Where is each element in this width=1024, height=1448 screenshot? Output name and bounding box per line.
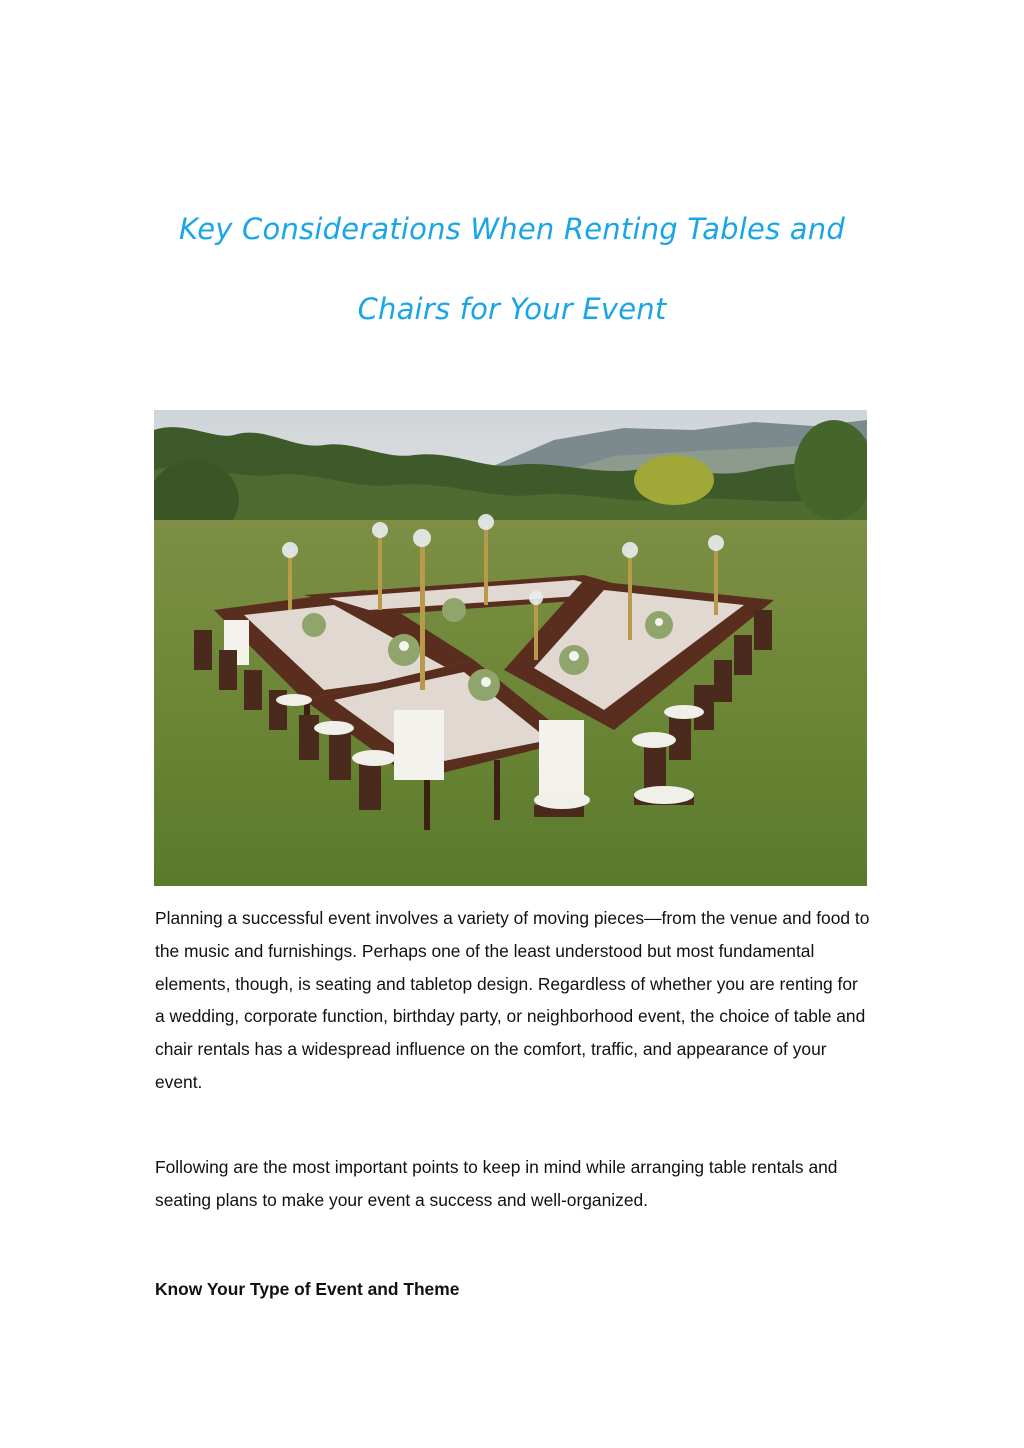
article-title-line-1: Key Considerations When Renting Tables and: [179, 212, 845, 246]
event-tables-photo: [154, 410, 867, 886]
intro-paragraph: Planning a successful event involves a variety of moving pieces—from the venue and food to the music and furnishings. Perhaps one of the least understood but most fundamental elements, though, is seating and tabletop design. Regardless of whether you are renting for a wedding, corporate function, birthday party, or neighborhood event, the choice of table and chair rentals has a widespread influence on the comfort, traffic, and appearance of your event.: [155, 908, 870, 1092]
article-title-line-2: Chairs for Your Event: [357, 292, 667, 326]
following-paragraph: Following are the most important points to keep in mind while arranging table rentals and seating plans to make your event a success and well-organized.: [155, 1157, 838, 1210]
section-heading: Know Your Type of Event and Theme: [155, 1279, 460, 1299]
